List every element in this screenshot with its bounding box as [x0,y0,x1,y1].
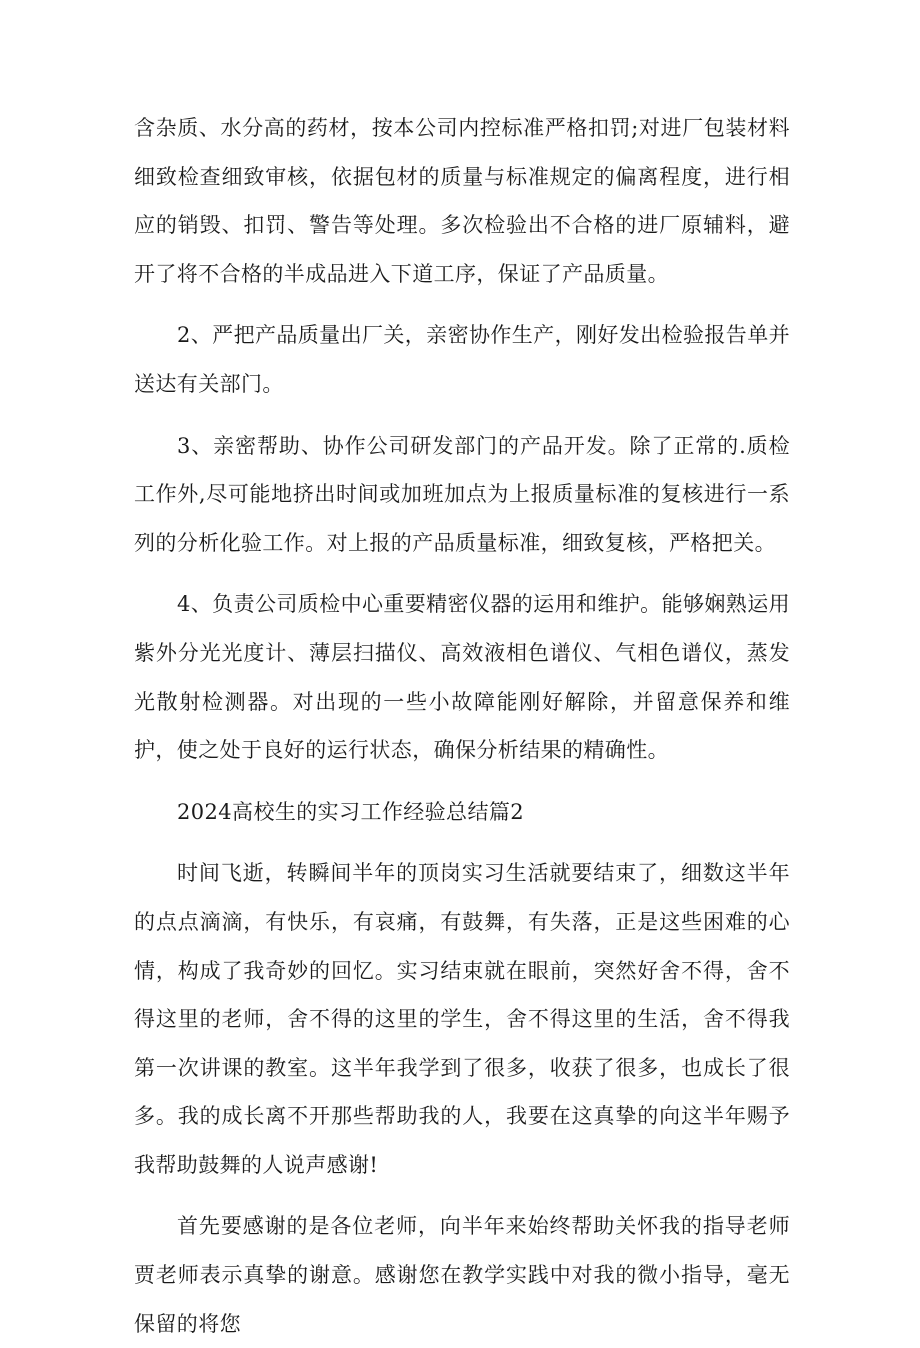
paragraph-thanks-teachers: 首先要感谢的是各位老师，向半年来始终帮助关怀我的指导老师贾老师表示真挚的谢意。感谢您在教学实践中对我的微小指导，毫无保留的将您 [134,1214,790,1336]
document-body [134,104,790,1348]
paragraph-internship-reflection: 时间飞逝，转瞬间半年的顶岗实习生活就要结束了，细数这半年的点点滴滴，有快乐，有哀痛，有鼓舞，有失落，正是这些困难的心情，构成了我奇妙的回忆。实习结束就在眼前，突然好舍不得，舍不得这里的老师，舍不得的这里的学生，舍不得这里的生活，舍不得我第一次讲课的教室。这半年我学到了很多，收获了很多，也成长了很多。我的成长离不开那些帮助我的人，我要在这真挚的向这半年赐予我帮助鼓舞的人说声感谢! [134,861,790,1177]
paragraph-item-3: 3、亲密帮助、协作公司研发部门的产品开发。除了正常的.质检工作外,尽可能地挤出时间或加班加点为上报质量标准的复核进行一系列的分析化验工作。对上报的产品质量标准，细致复核，严格把关。 [134,433,790,555]
paragraph-item-2: 2、严把产品质量出厂关，亲密协作生产，刚好发出检验报告单并送达有关部门。 [134,323,790,396]
section-heading: 2024高校生的实习工作经验总结篇2 [177,799,525,824]
paragraph-item-4: 4、负责公司质检中心重要精密仪器的运用和维护。能够娴熟运用紫外分光光度计、薄层扫描仪、高效液相色谱仪、气相色谱仪，蒸发光散射检测器。对出现的一些小故障能刚好解除，并留意保养和维护，使之处于良好的运行状态，确保分析结果的精确性。 [134,592,790,763]
paragraph-inspection-materials: 含杂质、水分高的药材，按本公司内控标准严格扣罚;对进厂包装材料细致检查细致审核，依据包材的质量与标准规定的偏离程度，进行相应的销毁、扣罚、警告等处理。多次检验出不合格的进厂原辅料，避开了将不合格的半成品进入下道工序，保证了产品质量。 [134,116,790,286]
